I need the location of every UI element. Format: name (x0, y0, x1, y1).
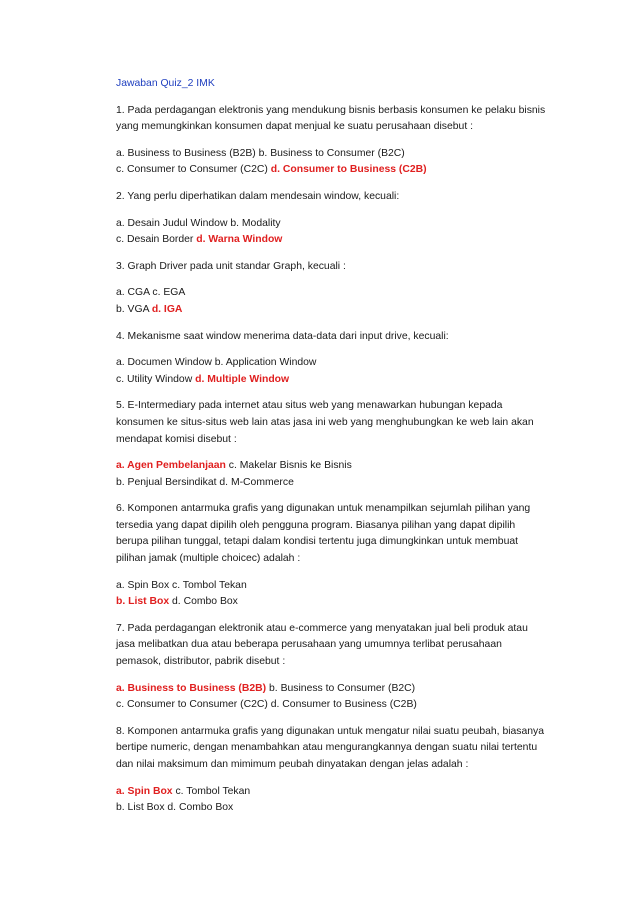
option-line (116, 458, 616, 475)
answer-options (116, 146, 616, 179)
question-line: bertipe numeric, dengan menambahkan atau mengurangkannya dengan suatu nilai tertentu (116, 742, 538, 754)
option-text: c. Makelar Bisnis ke Bisnis (225, 460, 352, 472)
answer-options (116, 458, 616, 491)
question-text (116, 724, 616, 774)
option-line (116, 146, 616, 163)
question-list (116, 103, 616, 817)
question-line: jasa melibatkan dua atau beberapa perusahaan yang umumnya terlibat perusahaan (116, 639, 502, 651)
document-page (116, 76, 616, 827)
correct-answer: a. Spin Box (116, 785, 173, 797)
option-text: c. Desain Border (116, 234, 197, 246)
correct-answer: a. Agen Pembelanjaan (116, 460, 226, 472)
option-line (116, 475, 616, 492)
question-line: 2. Yang perlu diperhatikan dalam mendesain window, kecuali: (116, 190, 400, 202)
option-text: c. Utility Window (116, 373, 196, 385)
option-line (116, 697, 616, 714)
question-text (116, 398, 616, 448)
option-text: a. CGA c. EGA (116, 287, 186, 299)
option-line (116, 232, 616, 249)
question-line: konsumen ke situs-situs web lain atas jasa ini web yang menghubungkan ke web lain akan (116, 416, 534, 428)
question-line: mendapat komisi disebut : (116, 433, 237, 445)
document-title: Jawaban Quiz_2 IMK (116, 78, 215, 89)
option-line (116, 285, 616, 302)
answer-options (116, 285, 616, 318)
option-text: a. Spin Box c. Tombol Tekan (116, 579, 247, 591)
option-line (116, 216, 616, 233)
option-text: d. Combo Box (169, 596, 238, 608)
question-line: 1. Pada perdagangan elektronis yang mendukung bisnis berbasis konsumen ke pelaku bisnis (116, 104, 546, 116)
option-line (116, 578, 616, 595)
correct-answer: b. List Box (116, 596, 170, 608)
option-text: b. Business to Consumer (B2C) (266, 682, 416, 694)
question-line: pilihan jamak (multiple choicec) adalah : (116, 553, 301, 565)
question-text (116, 103, 616, 136)
answer-options (116, 216, 616, 249)
question-line: dan nilai maksimum dan mimimum peubah dinyatakan dengan jelas adalah : (116, 759, 469, 770)
question-line: 5. E-Intermediary pada internet atau situs web yang menawarkan hubungan kepada (116, 400, 503, 412)
option-text: b. VGA (116, 303, 152, 315)
option-line (116, 355, 616, 372)
question-text (116, 189, 616, 206)
question-line: pemasok, distributor, pabrik disebut : (116, 656, 286, 668)
answer-options (116, 784, 616, 817)
question-line: 7. Pada perdagangan elektronik atau e-commerce yang menyatakan jual beli produk atau (116, 622, 528, 634)
option-text: c. Consumer to Consumer (C2C) (116, 164, 271, 176)
question-line: 3. Graph Driver pada unit standar Graph, kecuali : (116, 260, 346, 272)
question-line: 4. Mekanisme saat window menerima data-data dari input drive, kecuali: (116, 330, 449, 342)
option-line (116, 162, 616, 179)
option-line (116, 800, 616, 817)
question-line: tersedia yang dapat dipilih oleh pengguna program. Biasanya pilihan yang dapat dipilih (116, 519, 516, 531)
option-text: b. Penjual Bersindikat d. M-Commerce (116, 476, 294, 488)
question-line: berupa pilihan tunggal, tetapi dalam kondisi tertentu juga dimungkinkan untuk membuat (116, 536, 519, 548)
option-text: a. Documen Window b. Application Window (116, 357, 317, 369)
answer-options (116, 578, 616, 611)
option-line (116, 372, 616, 389)
option-text: a. Business to Business (B2B) b. Business to Consumer (B2C) (116, 147, 405, 159)
answer-options (116, 681, 616, 714)
question-line: 6. Komponen antarmuka grafis yang digunakan untuk menampilkan sejumlah pilihan yang (116, 503, 531, 515)
correct-answer: d. IGA (151, 303, 183, 315)
option-line (116, 594, 616, 611)
correct-answer: d. Consumer to Business (C2B) (270, 164, 427, 176)
question-text (116, 259, 616, 276)
answer-options (116, 355, 616, 388)
option-text: c. Tombol Tekan (172, 785, 251, 797)
option-line (116, 681, 616, 698)
question-text (116, 329, 616, 346)
correct-answer: d. Multiple Window (195, 373, 290, 385)
option-line (116, 784, 616, 801)
correct-answer: d. Warna Window (196, 234, 283, 246)
question-text (116, 501, 616, 567)
question-line: 8. Komponen antarmuka grafis yang digunakan untuk mengatur nilai suatu peubah, biasanya (116, 725, 545, 737)
correct-answer: a. Business to Business (B2B) (116, 682, 267, 694)
option-text: c. Consumer to Consumer (C2C) d. Consumer to Business (C2B) (116, 699, 417, 711)
option-text: a. Desain Judul Window b. Modality (116, 217, 281, 229)
option-text: b. List Box d. Combo Box (116, 802, 234, 814)
question-line: yang memungkinkan konsumen dapat menjual ke suatu perusahaan disebut : (116, 121, 473, 133)
option-line (116, 302, 616, 319)
question-text (116, 621, 616, 671)
